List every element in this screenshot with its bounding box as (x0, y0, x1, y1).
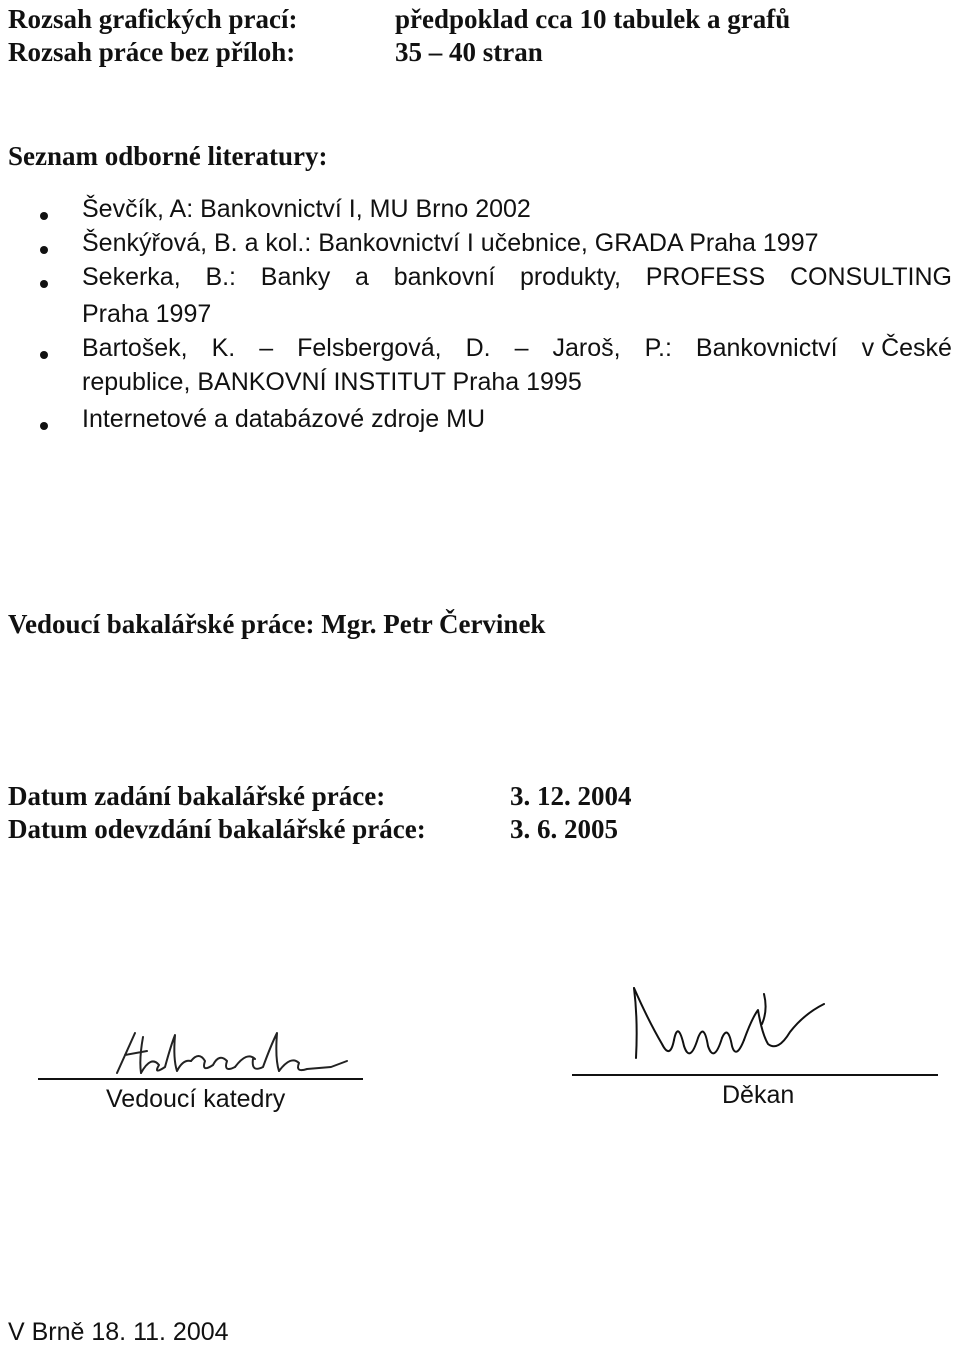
word: a (355, 263, 369, 291)
word: – (259, 334, 274, 362)
literature-item (82, 334, 952, 363)
bullet-icon (40, 246, 48, 254)
submission-date-label: Datum odevzdání bakalářské práce: (8, 814, 426, 844)
word: Banky (260, 263, 331, 291)
word: P.: (644, 334, 672, 362)
page-scope-label: Rozsah práce bez příloh: (8, 37, 296, 67)
literature-item-continuation: Praha 1997 (82, 300, 212, 328)
signature-line-left (38, 1078, 363, 1080)
submission-date-value: 3. 6. 2005 (510, 814, 618, 844)
literature-item: Šenkýřová, B. a kol.: Bankovnictví I učebnice, GRADA Praha 1997 (82, 229, 819, 257)
dean-caption: Děkan (722, 1081, 795, 1109)
word: – (514, 334, 529, 362)
word: Felsbergová, (297, 334, 442, 362)
dean-signature (618, 980, 878, 1080)
page-scope-value: 35 – 40 stran (395, 37, 543, 67)
word: Jaroš, (552, 334, 621, 362)
word: B.: (205, 263, 237, 291)
word: Sekerka, (82, 263, 181, 291)
word: PROFESS (645, 263, 766, 291)
word: bankovní (393, 263, 496, 291)
signature-line-right (572, 1074, 938, 1076)
literature-heading: Seznam odborné literatury: (8, 141, 328, 171)
graphics-scope-value: předpoklad cca 10 tabulek a grafů (395, 4, 791, 34)
word: Bankovnictví (695, 334, 838, 362)
literature-item: Internetové a databázové zdroje MU (82, 405, 486, 433)
word: K. (211, 334, 236, 362)
assignment-date-label: Datum zadání bakalářské práce: (8, 781, 386, 811)
word: D. (465, 334, 491, 362)
literature-item: Ševčík, A: Bankovnictví I, MU Brno 2002 (82, 195, 531, 223)
word: v České (861, 334, 952, 362)
word: produkty, (519, 263, 621, 291)
graphics-scope-label: Rozsah grafických prací: (8, 4, 298, 34)
word: CONSULTING (789, 263, 952, 291)
supervisor-line: Vedoucí bakalářské práce: Mgr. Petr Červinek (8, 609, 546, 639)
literature-item (82, 263, 952, 292)
bullet-icon (40, 212, 48, 220)
bullet-icon (40, 351, 48, 359)
bullet-icon (40, 280, 48, 288)
place-and-date: V Brně 18. 11. 2004 (8, 1318, 229, 1346)
literature-item-continuation: republice, BANKOVNÍ INSTITUT Praha 1995 (82, 368, 582, 396)
assignment-date-value: 3. 12. 2004 (510, 781, 632, 811)
word: Bartošek, (82, 334, 188, 362)
bullet-icon (40, 422, 48, 430)
department-head-caption: Vedoucí katedry (106, 1085, 286, 1113)
department-head-signature (95, 1015, 355, 1085)
